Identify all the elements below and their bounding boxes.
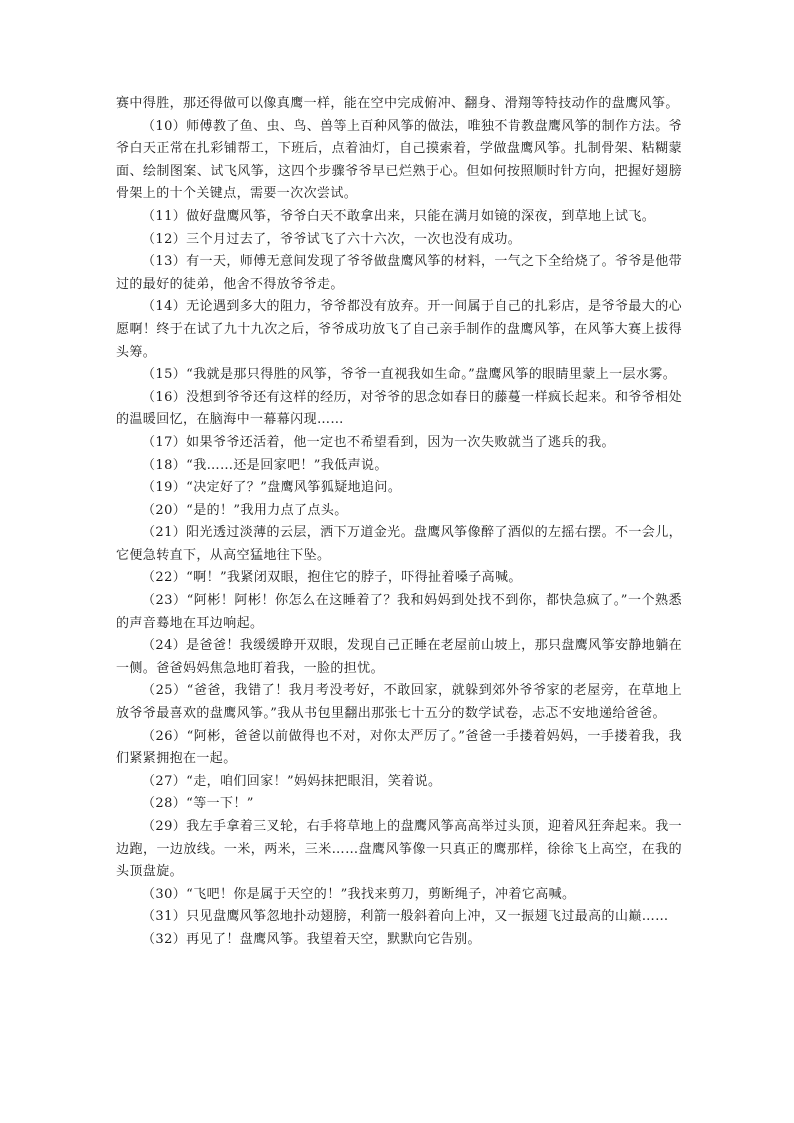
paragraph-31: （31）只见盘鹰风筝忽地扑动翅膀，利箭一般斜着向上冲，又一振翅飞过最高的山巅…… — [142, 909, 669, 925]
paragraph-21: （21）阳光透过淡薄的云层，洒下万道金光。盘鹰风筝像醉了酒似的左摇右摆。不一会儿，它便急转直下，从高空猛地往下坠。 — [116, 525, 682, 563]
paragraph-continued: 赛中得胜，那还得做可以像真鹰一样，能在空中完成俯冲、翻身、滑翔等特技动作的盘鹰风筝。 — [116, 96, 679, 111]
paragraph-28: （28）“等一下！” — [142, 796, 254, 812]
paragraph-30: （30）“飞吧！你是属于天空的！”我找来剪刀，剪断绳子，冲着它高喊。 — [142, 886, 576, 902]
paragraph-15: （15）“我就是那只得胜的风筝，爷爷一直视我如生命。”盘鹰风筝的眼睛里蒙上一层水雾。 — [142, 367, 677, 383]
paragraph-32: （32）再见了！盘鹰风筝。我望着天空，默默向它告别。 — [142, 931, 481, 947]
paragraph-19: （19）“决定好了？”盘鹰风筝狐疑地追问。 — [142, 480, 402, 496]
paragraph-10: （10）师傅教了鱼、虫、鸟、兽等上百种风筝的做法，唯独不肯教盘鹰风筝的制作方法。爷爷白天正常在扎彩铺帮工，下班后，点着油灯，自己摸索着，学做盘鹰风筝。扎制骨架、粘糊蒙面、绘制图案、试飞风筝，这四个步骤爷爷早已烂熟于心。但如何按照顺时针方向，把握好翅膀骨架上的十个关键点，需要一次次尝试。 — [116, 118, 682, 202]
paragraph-20: （20）“是的！”我用力点了点头。 — [142, 502, 348, 518]
paragraph-25: （25）“爸爸，我错了！我月考没考好，不敢回家，就躲到郊外爷爷家的老屋旁，在草地上放爷爷最喜欢的盘鹰风筝。”我从书包里翻出那张七十五分的数学试卷，忐忑不安地递给爸爸。 — [116, 683, 682, 722]
paragraph-29: （29）我左手拿着三叉轮，右手将草地上的盘鹰风筝高高举过头顶，迎着风狂奔起来。我一边跑，一边放线。一米，两米，三米……盘鹰风筝像一只真正的鹰那样，徐徐飞上高空，在我的头顶盘旋。 — [116, 819, 682, 880]
paragraph-14: （14）无论遇到多大的阻力，爷爷都没有放弃。开一间属于自己的扎彩店，是爷爷最大的心愿啊！终于在试了九十九次之后，爷爷成功放飞了自己亲手制作的盘鹰风筝，在风筝大赛上拔得头筹。 — [116, 299, 682, 360]
paragraph-24: （24）是爸爸！我缓缓睁开双眼，发现自己正睡在老屋前山坡上，那只盘鹰风筝安静地躺在一侧。爸爸妈妈焦急地盯着我，一脸的担忧。 — [116, 638, 682, 676]
paragraph-22: （22）“啊！”我紧闭双眼，抱住它的脖子，吓得扯着嗓子高喊。 — [142, 570, 522, 586]
paragraph-27: （27）“走，咱们回家！”妈妈抹把眼泪，笑着说。 — [142, 773, 442, 789]
paragraph-17: （17）如果爷爷还活着，他一定也不希望看到，因为一次失败就当了逃兵的我。 — [142, 434, 615, 450]
paragraph-18: （18）“我……还是回家吧！”我低声说。 — [142, 457, 388, 473]
paragraph-12: （12）三个月过去了，爷爷试飞了六十六次，一次也没有成功。 — [142, 231, 522, 247]
paragraph-26: （26）“阿彬，爸爸以前做得也不对，对你太严厉了。”爸爸一手搂着妈妈，一手搂着我，我们紧紧拥抱在一起。 — [116, 728, 682, 767]
paragraph-23: （23）“阿彬！阿彬！你怎么在这睡着了？我和妈妈到处找不到你，都快急疯了。”一个熟悉的声音蓦地在耳边响起。 — [116, 593, 682, 631]
paragraph-16: （16）没想到爷爷还有这样的经历，对爷爷的思念如春日的藤蔓一样疯长起来。和爷爷相处的温暖回忆，在脑海中一幕幕闪现…… — [116, 389, 682, 428]
paragraph-13: （13）有一天，师傅无意间发现了爷爷做盘鹰风筝的材料，一气之下全给烧了。爷爷是他带过的最好的徒弟，他舍不得放爷爷走。 — [116, 254, 682, 292]
paragraph-11: （11）做好盘鹰风筝，爷爷白天不敢拿出来，只能在满月如镜的深夜，到草地上试飞。 — [142, 208, 656, 224]
